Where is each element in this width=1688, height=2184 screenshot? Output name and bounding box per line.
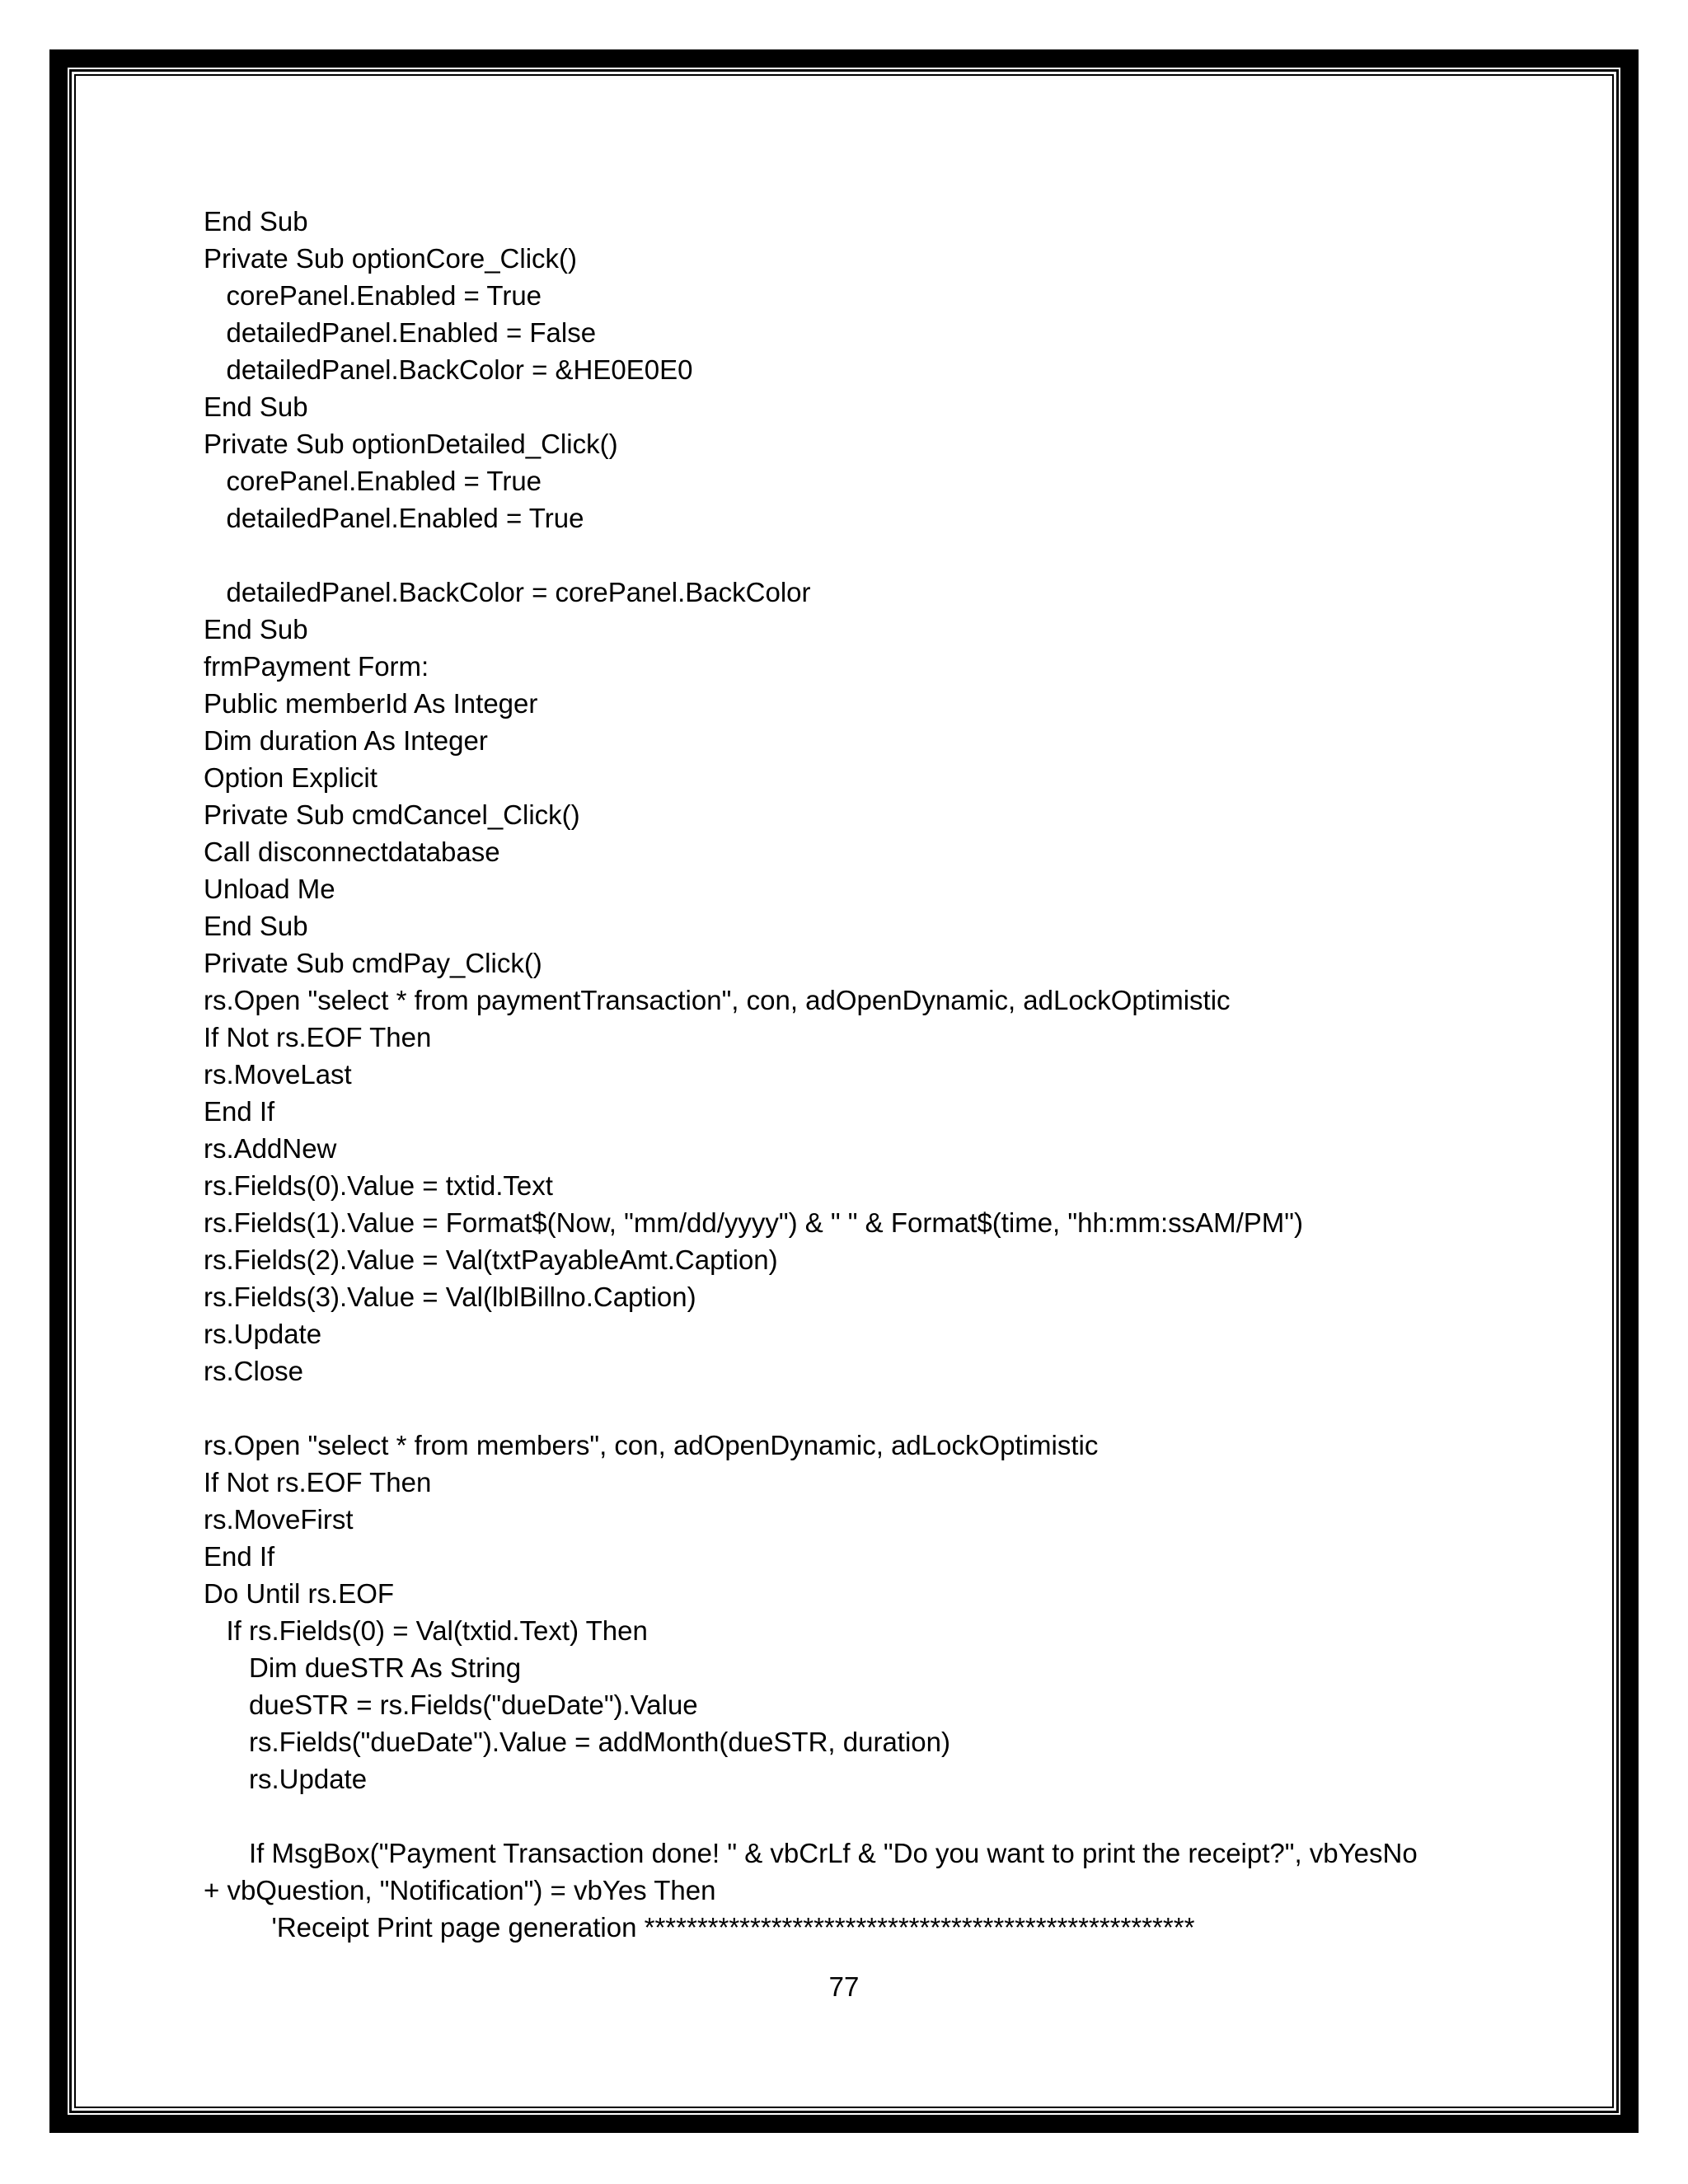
code-line: Do Until rs.EOF — [204, 1578, 395, 1609]
code-line: Private Sub optionDetailed_Click() — [204, 429, 618, 459]
code-line — [204, 1390, 1506, 1427]
code-line: rs.Fields(3).Value = Val(lblBillno.Caption) — [204, 1282, 696, 1312]
code-line: End Sub — [204, 614, 308, 644]
code-line: corePanel.Enabled = True — [204, 466, 542, 496]
code-line: If Not rs.EOF Then — [204, 1022, 432, 1052]
code-line: If Not rs.EOF Then — [204, 1467, 432, 1497]
code-line — [204, 1797, 1506, 1835]
code-line: rs.AddNew — [204, 1133, 337, 1164]
code-line: Private Sub optionCore_Click() — [204, 243, 578, 274]
code-line: detailedPanel.Enabled = True — [204, 503, 584, 533]
code-line: Unload Me — [204, 874, 335, 904]
code-line: Option Explicit — [204, 762, 377, 793]
code-line: Call disconnectdatabase — [204, 837, 500, 867]
code-line: rs.Fields("dueDate").Value = addMonth(dueSTR, duration) — [204, 1727, 951, 1757]
code-line — [204, 537, 1506, 574]
code-line: corePanel.Enabled = True — [204, 280, 542, 311]
code-line: Public memberId As Integer — [204, 688, 538, 719]
code-line: rs.Update — [204, 1764, 368, 1794]
code-line: End If — [204, 1541, 275, 1572]
code-line: + vbQuestion, "Notification") = vbYes Then — [204, 1875, 716, 1905]
code-line: If rs.Fields(0) = Val(txtid.Text) Then — [204, 1615, 648, 1646]
code-line: rs.Fields(0).Value = txtid.Text — [204, 1170, 553, 1201]
code-line: End Sub — [204, 911, 308, 941]
code-line: rs.Update — [204, 1319, 322, 1349]
code-line: frmPayment Form: — [204, 651, 429, 682]
code-line: End Sub — [204, 391, 308, 422]
code-listing — [204, 203, 1506, 1946]
code-line: rs.MoveFirst — [204, 1504, 354, 1535]
code-line: rs.Open "select * from members", con, adOpenDynamic, adLockOptimistic — [204, 1430, 1099, 1460]
code-line: detailedPanel.BackColor = corePanel.BackColor — [204, 577, 811, 607]
code-line: rs.Fields(1).Value = Format$(Now, "mm/dd/yyyy") & " " & Format$(time, "hh:mm:ssAM/PM") — [204, 1207, 1304, 1238]
code-line: detailedPanel.BackColor = &HE0E0E0 — [204, 354, 693, 385]
page-number: 77 — [828, 1971, 860, 2002]
code-line: Private Sub cmdPay_Click() — [204, 948, 542, 978]
code-line: rs.Open "select * from paymentTransaction", con, adOpenDynamic, adLockOptimistic — [204, 985, 1231, 1015]
code-line: Dim duration As Integer — [204, 725, 488, 756]
code-line: rs.MoveLast — [204, 1059, 352, 1090]
code-line: End Sub — [204, 206, 308, 237]
code-line: detailedPanel.Enabled = False — [204, 317, 597, 348]
code-line: Dim dueSTR As String — [204, 1652, 522, 1683]
code-line: If MsgBox("Payment Transaction done! " & vbCrLf & "Do you want to print the receipt?", vbYesNo — [204, 1838, 1418, 1868]
code-line: 'Receipt Print page generation **************************************************** — [204, 1912, 1195, 1943]
code-line: rs.Fields(2).Value = Val(txtPayableAmt.Caption) — [204, 1244, 778, 1275]
code-line: Private Sub cmdCancel_Click() — [204, 799, 580, 830]
code-line: dueSTR = rs.Fields("dueDate").Value — [204, 1690, 698, 1720]
code-line: rs.Close — [204, 1356, 304, 1386]
code-line: End If — [204, 1096, 275, 1127]
